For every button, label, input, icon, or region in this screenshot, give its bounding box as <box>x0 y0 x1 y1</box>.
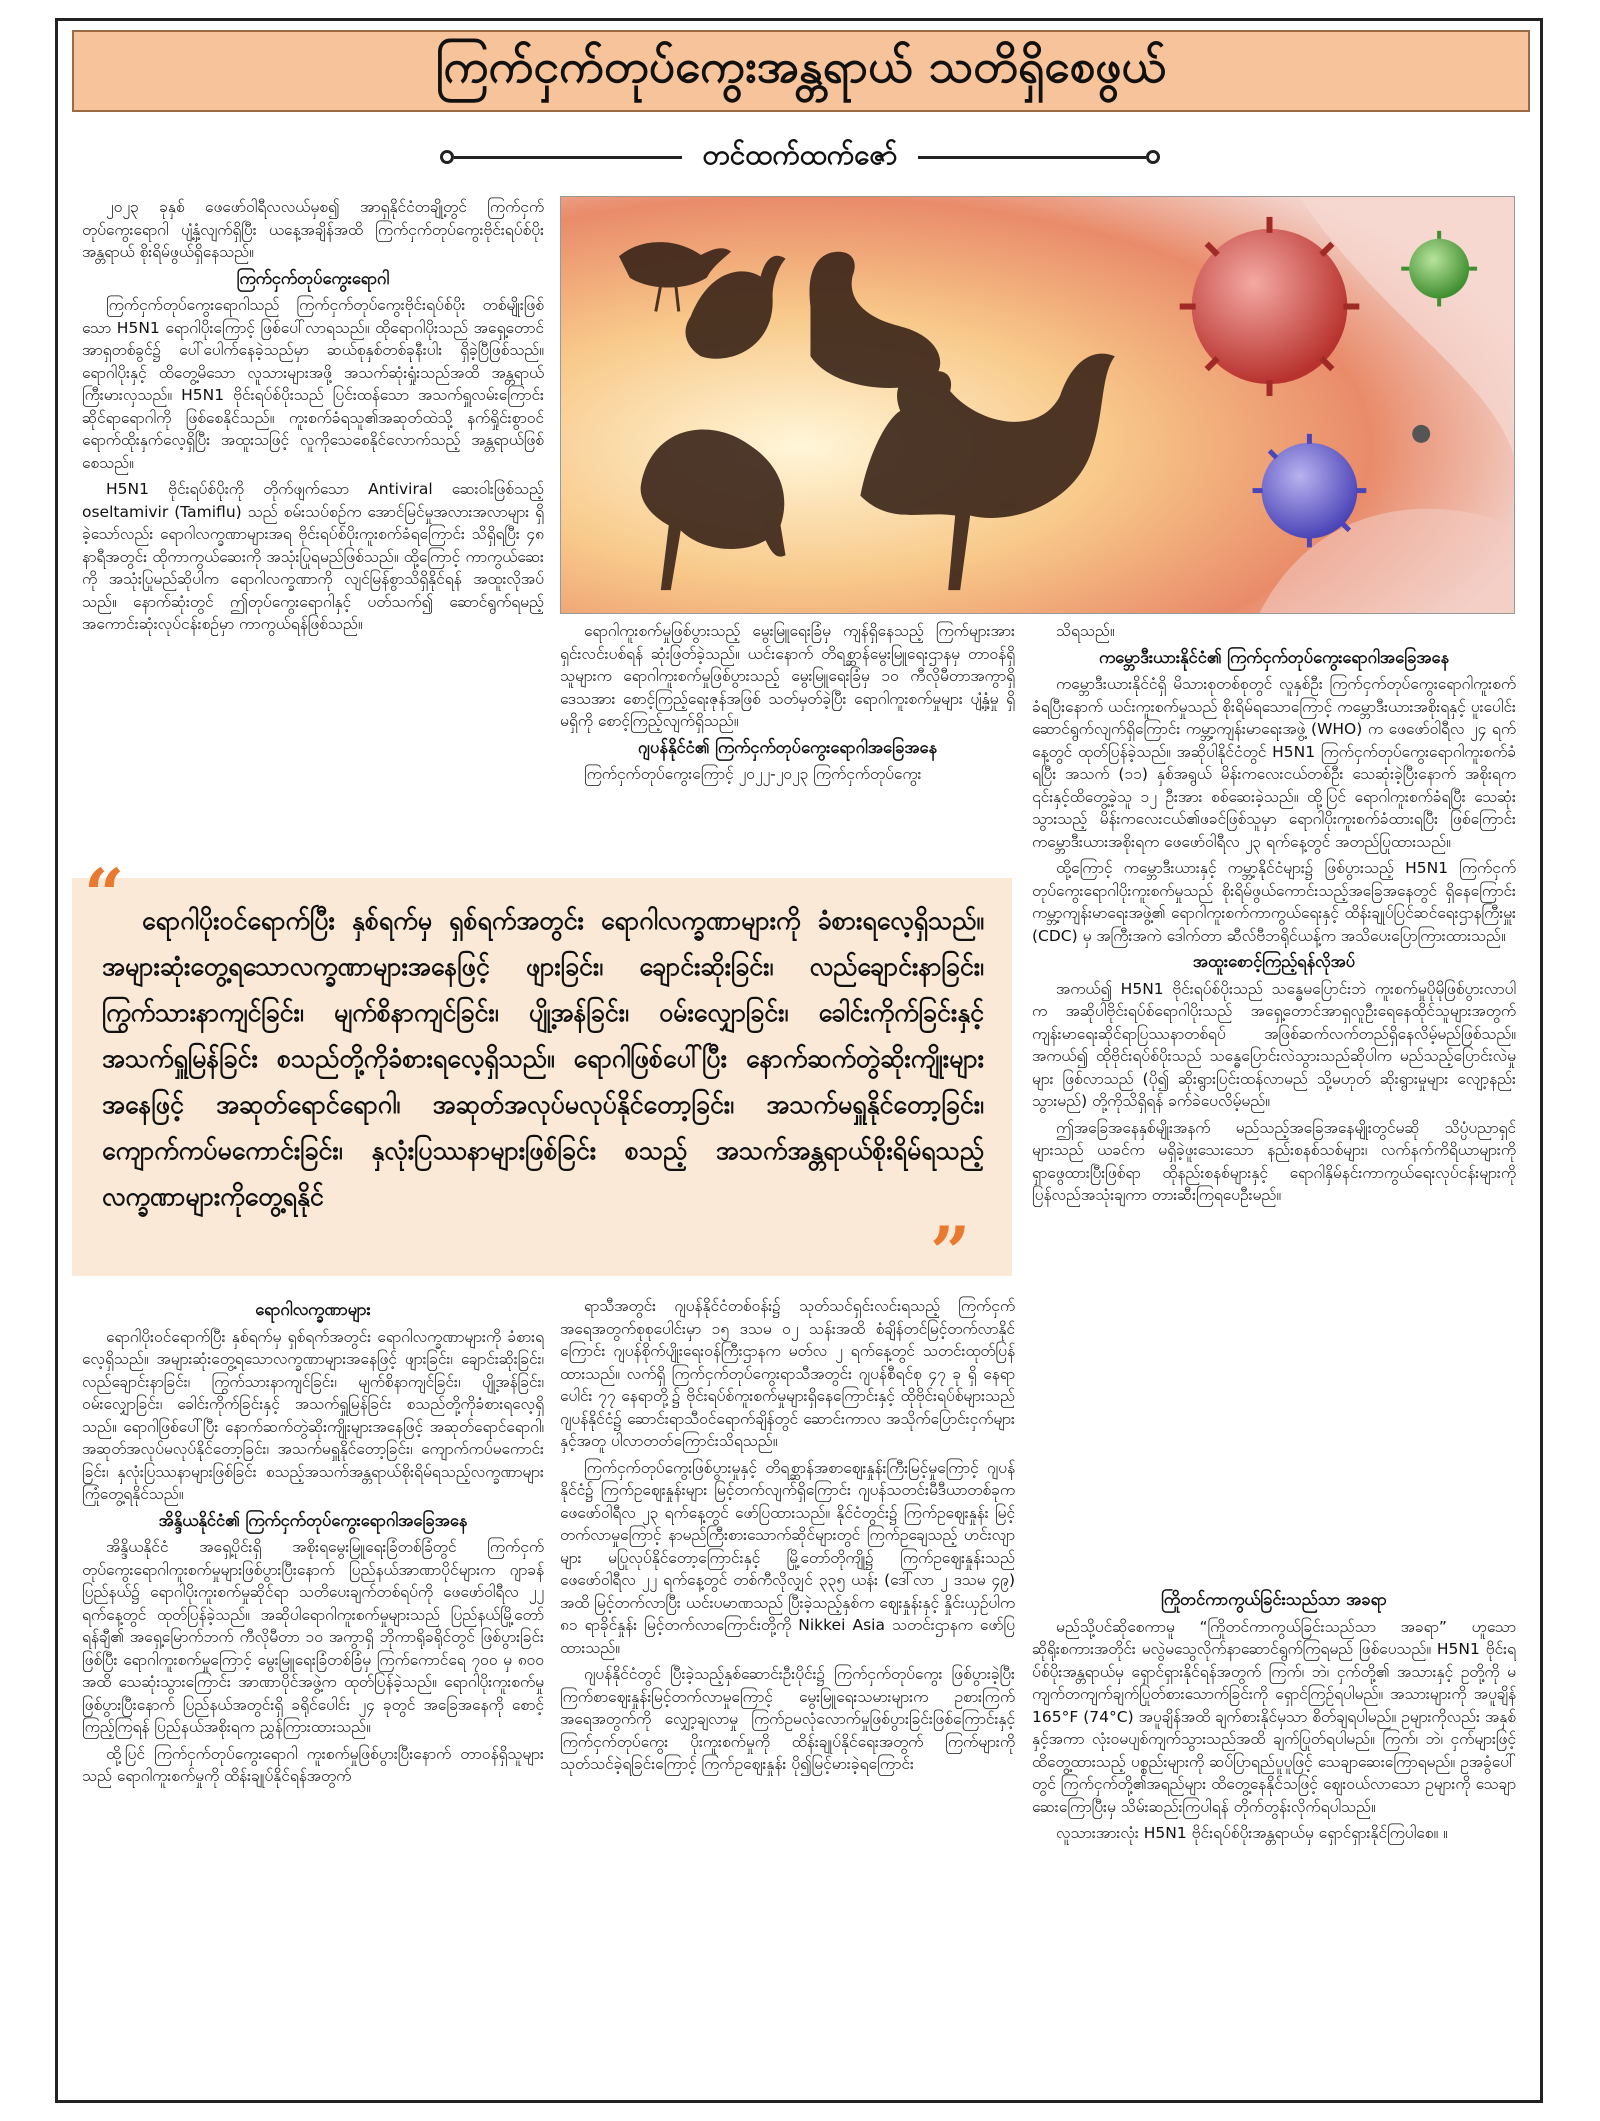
paragraph: ထို့ပြင် ကြက်ငှက်တုပ်ကွေးရောဂါ ကူးစက်မှုဖြစ်ပွားပြီးနောက် တာဝန်ရှိသူများသည် ရောဂါကူးစက်မှုကို ထိန်းချုပ်နိုင်ရန်အတွက် <box>82 1744 544 1785</box>
byline-left-dot <box>440 150 454 164</box>
small-virus <box>1412 425 1430 443</box>
close-quote-mark: ” <box>930 1211 971 1294</box>
section-heading: ကြက်ငှက်တုပ်ကွေးရောဂါ <box>236 268 390 288</box>
paragraph: ဤအခြေအနေနှစ်မျိုးအနက် မည်သည့်အခြေအနေမျိုးတွင်မဆို သိပ္ပံပညာရှင်များသည် ယခင်က မရှိခဲ့ဖူးသေးသော နည်းစနစ်သစ်များ၊ လက်နက်ကိရိယာများကို ရှာဖွေထားပြီးဖြစ်ရာ ထိုနည်းစနစ်များနှင့် ရောဂါနှိမ်နင်းကာကွယ်ရေးလုပ်ငန်းများကို ပြန်လည်အသုံးချကာ တားဆီးကြရပေဦးမည်။ <box>1032 1118 1516 1204</box>
section-heading: ကမ္ဘောဒီးယားနိုင်ငံ၏ ကြက်ငှက်တုပ်ကွေးရောဂါအခြေအနေ <box>1098 647 1450 667</box>
col1-bottom <box>82 1295 544 2085</box>
paragraph: ထို့ကြောင့် ကမ္ဘောဒီးယားနှင့် ကမ္ဘာ့နိုင်ငံများ၌ ဖြစ်ပွားသည့် H5N1 ကြက်ငှက်တုပ်ကွေးရောဂါပိုးကူးစက်မှုသည် စိုးရိမ်ဖွယ်ကောင်းသည့်အခြေအနေတွင် ရှိနေကြောင်း ကမ္ဘာ့ကျန်းမာရေးအဖွဲ့၏ ရောဂါကူးစက်ကာကွယ်ရေးနှင့် ထိန်းချုပ်ပြင်ဆင်ရေးဌာနကြီးမှူး (CDC) မှ အကြီးအကဲ ဒေါက်တာ ဆီလ်ဗီဘရိုင်ယန့်က အသိပေးပြောကြားထားသည်။ <box>1032 859 1516 945</box>
pull-quote <box>72 878 1012 1276</box>
section-heading: ကြိုတင်ကာကွယ်ခြင်းသည်သာ အခရာ <box>1161 1590 1387 1609</box>
paragraph: ဂျပန်နိုင်ငံတွင် ပြီးခဲ့သည့်နှစ်ဆောင်းဦးပိုင်း၌ ကြက်ငှက်တုပ်ကွေး ဖြစ်ပွားခဲ့ပြီး ကြက်စာဈေးနှုန်းမြင့်တက်လာမှုကြောင့် မွေးမြူရေးသမားများက ဥစားကြက်အရေအတွက်ကို လျှော့ချလာမှု ကြက်ဥမလုံလောက်မှုဖြစ်ပွားခြင်းဖြစ်ကြောင်းနှင့် ကြက်ငှက်တုပ်ကွေး ပိုးကူးစက်မှုကို ထိန်းချုပ်နိုင်ရေးအတွက် ကြက်များကို သုတ်သင်ခဲ့ရခြင်းကြောင့် ကြက်ဥဈေးနှုန်း ပို၍မြင့်မားခဲ့ရကြောင်း <box>560 1665 1015 1773</box>
col1-top <box>82 196 544 848</box>
section-heading: အထူးစောင့်ကြည့်ရန်လိုအပ် <box>1192 952 1356 971</box>
paragraph: H5N1 ဗိုင်းရပ်စ်ပိုးကို တိုက်ဖျက်သော Antiviral ဆေးဝါးဖြစ်သည့် oseltamivir (Tamiflu) သည် စမ်းသပ်စဉ်က အောင်မြင်မှုအလားအလာများ ရှိခဲ့သော်လည်း ရောဂါလက္ခဏာများအရ ဗိုင်းရပ်စ်ပိုးကူးစက်ခံရကြောင်း သိရှိရပြီး ၄၈ နာရီအတွင်း ထိုကာကွယ်ဆေးကို အသုံးပြုရမည်ဖြစ်သည်။ ထို့ကြောင့် ကာကွယ်ဆေးကို အသုံးပြုမည်ဆိုပါက ရောဂါလက္ခဏာကို လျင်မြန်စွာသိရှိနိုင်ရန် အထူးလိုအပ်သည်။ နောက်ဆုံးတွင် ဤတုပ်ကွေးရောဂါနှင့် ပတ်သက်၍ ဆောင်ရွက်ရမည့် အကောင်းဆုံးလုပ်ငန်းစဉ်မှာ ကာကွယ်ရန်ဖြစ်သည်။ <box>82 480 544 633</box>
paragraph: သိရသည်။ <box>1056 622 1115 640</box>
byline-left-rule <box>454 156 682 159</box>
section-heading: အိန္ဒိယနိုင်ငံ၏ ကြက်ငှက်တုပ်ကွေးရောဂါအခြေအနေ <box>158 1510 468 1530</box>
paragraph: ကမ္ဘောဒီးယားနိုင်ငံရှိ မိသားစုတစ်စုတွင် လူနှစ်ဦး ကြက်ငှက်တုပ်ကွေးရောဂါကူးစက်ခံရပြီးနောက် ယင်းကူးစက်မှုသည် စိုးရိမ်ရသောကြောင့် ကမ္ဘောဒီးယားအစိုးရနှင့် ပူးပေါင်းဆောင်ရွက်လျက်ရှိကြောင်း ကမ္ဘာ့ကျန်းမာရေးအဖွဲ့ (WHO) က ဖေဖော်ဝါရီလ ၂၄ ရက်နေ့တွင် ထုတ်ပြန်ခဲ့သည်။ အဆိုပါနိုင်ငံတွင် H5N1 ကြက်ငှက်တုပ်ကွေးရောဂါကူးစက်ခံရပြီး အသက် (၁၁) နှစ်အရွယ် မိန်းကလေးငယ်တစ်ဦး သေဆုံးခဲ့ပြီးနောက် အစိုးရက ၎င်းနှင့်ထိတွေ့ခဲ့သူ ၁၂ ဦးအား စစ်ဆေးခဲ့သည်။ ထို့ပြင် ရောဂါကူးစက်ခံရပြီး သေဆုံးသွားသည့် မိန်းကလေးငယ်၏ဖခင်ဖြစ်သူမှာ ရောဂါပိုးကူးစက်ခံထားရပြီး ဖြစ်ကြောင်း ကမ္ဘောဒီးယားအစိုးရက ဖေဖော်ဝါရီလ ၂၃ ရက်နေ့တွင် အတည်ပြုထားသည်။ <box>1032 675 1516 851</box>
byline-right-rule <box>918 156 1146 159</box>
section-heading: ရောဂါလက္ခဏာများ <box>255 1300 371 1319</box>
paragraph: ကြက်ငှက်တုပ်ကွေးရောဂါသည် ကြက်ငှက်တုပ်ကွေးဗိုင်းရပ်စ်ပိုး တစ်မျိုးဖြစ်သော H5N1 ရောဂါပိုးကြောင့် ဖြစ်ပေါ်လာရသည်။ ထိုရောဂါပိုးသည် အရှေ့တောင်အာရှတစ်ခွင်၌ ပေါ်ပေါက်နေခဲ့သည်မှာ ဆယ်စုနှစ်တစ်ခုနီးပါး ရှိခဲ့ပြီဖြစ်သည်။ ရောဂါပိုးနှင့် ထိတွေ့မိသော လူသားများအဖို့ အသက်ဆုံးရှုံးသည်အထိ အန္တရာယ်ကြီးမားလှသည်။ H5N1 ဗိုင်းရပ်စ်ပိုးသည် ပြင်းထန်သော အသက်ရှူလမ်းကြောင်းဆိုင်ရာရောဂါကို ဖြစ်စေနိုင်သည်။ ကူးစက်ခံရသူ၏အဆုတ်ထဲသို့ နက်ရှိုင်းစွာဝင်ရောက်ထိုးနှက်လေ့ရှိပြီး အထူးသဖြင့် လူကိုသေစေနိုင်လောက်သည့် အန္တရာယ်ဖြစ်စေသည်။ <box>82 296 544 472</box>
open-quote-mark: “ <box>84 853 125 936</box>
paragraph: ၂၀၂၃ ခုနှစ် ဖေဖော်ဝါရီလလယ်မှစ၍ အာရှနိုင်ငံတချို့တွင် ကြက်ငှက်တုပ်ကွေးရောဂါ ပျံ့နှံ့လျက်ရှိပြီး ယနေ့အချိန်အထိ ကြက်ငှက်တုပ်ကွေးဗိုင်းရပ်စ်ပိုးအန္တရာယ် စိုးရိမ်ဖွယ်ရှိနေသည်။ <box>82 198 544 261</box>
red-virus <box>1180 217 1360 396</box>
col3-top <box>1032 620 1516 1578</box>
section-heading: ဂျပန်နိုင်ငံ၏ ကြက်ငှက်တုပ်ကွေးရောဂါအခြေအနေ <box>637 737 937 757</box>
paragraph: မည်သို့ပင်ဆိုစေကာမူ “ကြိုတင်ကာကွယ်ခြင်းသည်သာ အခရာ” ဟူသော ဆိုရိုးစကားအတိုင်း မလွဲမသွေလိုက်နာဆောင်ရွက်ကြရမည် ဖြစ်ပေသည်။ H5N1 ဗိုင်းရပ်စ်ပိုးအန္တရာယ်မှ ရှောင်ရှားနိုင်ရန်အတွက် ကြက်၊ ဘဲ၊ ငှက်တို့၏ အသားနှင့် ဥတို့ကို မကျက်တကျက်ချက်ပြုတ်စားသောက်ခြင်းကို ရှောင်ကြဉ်ရပါမည်။ အသားများကို အပူချိန် 165°F (74°C) အပူချိန်အထိ ချက်စားနိုင်မှသာ စိတ်ချရပါမည်။ ဥများကိုလည်း အနှစ်နှင့်အကာ လုံးဝမပျစ်ကျက်သွားသည်အထိ ချက်ပြုတ်ရပါမည်။ ကြက်၊ ဘဲ၊ ငှက်များဖြင့် ထိတွေ့ထားသည့် ပစ္စည်းများကို ဆပ်ပြာရည်ပူပူဖြင့် သေချာဆေးကြောရမည်။ ဥအခွံပေါ်တွင် ကြက်ငှက်တို့၏အရည်များ ထိတွေ့နေနိုင်သဖြင့် ဈေးဝယ်လာသော ဥများကို သေချာဆေးကြောပြီးမှ သိမ်းဆည်းကြပါရန် တိုက်တွန်းလိုက်ရပါသည်။ <box>1032 1617 1516 1816</box>
bird-flu-illustration <box>560 196 1515 614</box>
author-name: တင်ထက်ထက်ဇော် <box>702 138 898 171</box>
byline-right-dot <box>1146 150 1160 164</box>
paragraph: လူသားအားလုံး H5N1 ဗိုင်းရပ်စ်ပိုးအန္တရာယ်မှ ရှောင်ရှားနိုင်ကြပါစေ။ ။ <box>1056 1824 1448 1842</box>
paragraph: ရောဂါပိုးဝင်ရောက်ပြီး နှစ်ရက်မှ ရှစ်ရက်အတွင်း ရောဂါလက္ခဏာများကို ခံစားရလေ့ရှိသည်။ အများဆုံးတွေ့ရသောလက္ခဏာများအနေဖြင့် ဖျားခြင်း၊ ချောင်းဆိုးခြင်း၊ လည်ချောင်းနာခြင်း၊ ကြွက်သားနာကျင်ခြင်း၊ မျက်စိနာကျင်ခြင်း၊ ပျို့အန်ခြင်း၊ ဝမ်းလျှောခြင်း၊ ခေါင်းကိုက်ခြင်းနှင့် အသက်ရှူမြန်ခြင်း စသည်တို့ကိုခံစားရလေ့ရှိသည်။ ရောဂါဖြစ်ပေါ်ပြီး နောက်ဆက်တွဲဆိုးကျိုးများအနေဖြင့် အဆုတ်ရောင်ရောဂါ၊ အဆုတ်အလုပ်မလုပ်နိုင်တော့ခြင်း၊ အသက်မရှူနိုင်တော့ခြင်း၊ ကျောက်ကပ်မကောင်းခြင်း၊ နှလုံးပြဿနာများဖြစ်ခြင်း စသည့်အသက်အန္တရာယ်စိုးရိမ်ရသည့်လက္ခဏာများ ကြုံတွေ့ရနိုင်သည်။ <box>82 1327 544 1503</box>
article-title <box>72 30 1530 112</box>
paragraph: ကြက်ငှက်တုပ်ကွေးကြောင့် ၂၀၂၂-၂၀၂၃ ကြက်ငှက်တုပ်ကွေး <box>584 765 922 783</box>
byline <box>440 140 1160 174</box>
paragraph: အကယ်၍ H5N1 ဗိုင်းရပ်စ်ပိုးသည် သန္ဓေမပြောင်းဘဲ ကူးစက်မှုပိုမိုဖြစ်ပွားလာပါက အဆိုပါဗိုင်းရပ်စ်ရောဂါပိုးသည် အရှေ့တောင်အာရှလူဦးရေနေထိုင်သူများအတွက် ကျန်းမာရေးဆိုင်ရာပြဿနာတစ်ရပ် အဖြစ်ဆက်လက်တည်ရှိနေလိမ့်မည်ဖြစ်သည်။ အကယ်၍ ထိုဗိုင်းရပ်စ်ပိုးသည် သန္ဓေပြောင်းလဲသွားသည်ဆိုပါက မည်သည့်ပြောင်းလဲမှုများ ဖြစ်လာသည် (ပို၍ ဆိုးရွားပြင်းထန်လာမည် သို့မဟုတ် ဆိုးရွားမှုများ လျော့နည်းသွားမည်) တို့ကိုသိရှိရန် ခက်ခဲပေလိမ့်မည်။ <box>1032 979 1516 1110</box>
pull-quote-text: ရောဂါပိုးဝင်ရောက်ပြီး နှစ်ရက်မှ ရှစ်ရက်အတွင်း ရောဂါလက္ခဏာများကို ခံစားရလေ့ရှိသည်။ အများဆုံးတွေ့ရသောလက္ခဏာများအနေဖြင့် ဖျားခြင်း၊ ချောင်းဆိုးခြင်း၊ လည်ချောင်းနာခြင်း၊ ကြွက်သားနာကျင်ခြင်း၊ မျက်စိနာကျင်ခြင်း၊ ပျို့အန်ခြင်း၊ ဝမ်းလျှောခြင်း၊ ခေါင်းကိုက်ခြင်းနှင့် အသက်ရှူမြန်ခြင်း စသည်တို့ကိုခံစားရလေ့ရှိသည်။ ရောဂါဖြစ်ပေါ်ပြီး နောက်ဆက်တွဲဆိုးကျိုးများအနေဖြင့် အဆုတ်ရောင်ရောဂါ၊ အဆုတ်အလုပ်မလုပ်နိုင်တော့ခြင်း၊ အသက်မရှူနိုင်တော့ခြင်း၊ ကျောက်ကပ်မကောင်းခြင်း၊ နှလုံးပြဿနာများဖြစ်ခြင်း စသည့် အသက်အန္တရာယ်စိုးရိမ်ရသည့် လက္ခဏာများကိုတွေ့ရနိုင် <box>102 906 984 1211</box>
paragraph: ကြက်ငှက်တုပ်ကွေးဖြစ်ပွားမှုနှင့် တိရစ္ဆာန်အစာဈေးနှုန်းကြီးမြင့်မှုကြောင့် ဂျပန်နိုင်ငံ၌ ကြက်ဥဈေးနှုန်းများ မြင့်တက်လျက်ရှိကြောင်း ဂျပန်သတင်းမီဒီယာတစ်ခုက ဖေဖော်ဝါရီလ ၂၃ ရက်နေ့တွင် ဖော်ပြထားသည်။ နိုင်ငံတွင်း၌ ကြက်ဥဈေးနှုန်း မြင့်တက်လာမှုကြောင့် နာမည်ကြီးစားသောက်ဆိုင်များတွင် ကြက်ဥချေသည့် ဟင်းလျာများ မပြုလုပ်နိုင်တော့ကြောင်းနှင့် မြို့တော်တိုကျို၌ ကြက်ဥဈေးနှုန်းသည် ဖေဖော်ဝါရီလ ၂၂ ရက်နေ့တွင် တစ်ကီလိုလျှင် ၃၃၅ ယန်း (ဒေါ်လာ ၂ ဒသမ ၄၉) အထိ မြင့်တက်လာပြီး ယင်းပမာဏသည် ပြီးခဲ့သည့်နှစ်က ဈေးနှုန်းနှင့် နှိုင်းယှဉ်ပါက ၈၁ ရာခိုင်နှုန်း မြင့်တက်လာကြောင်းတို့ကို Nikkei Asia သတင်းဌာနက ဖော်ပြထားသည်။ <box>560 1458 1015 1657</box>
article-title-text: ကြက်ငှက်တုပ်ကွေးအန္တရာယ် သတိရှိစေဖွယ် <box>435 38 1167 93</box>
col3-bottom <box>1032 1585 1516 2085</box>
paragraph: အိန္ဒိယနိုင်ငံ အရှေ့ပိုင်းရှိ အစိုးရမွေးမြူရေးခြံတစ်ခြံတွင် ကြက်ငှက်တုပ်ကွေးရောဂါကူးစက်မှုများဖြစ်ပွားပြီးနောက် ပြည်နယ်အာဏာပိုင်များက ဂျာခန်ပြည်နယ်၌ ရောဂါပိုးကူးစက်မှုဆိုင်ရာ သတိပေးချက်တစ်ရပ်ကို ဖေဖော်ဝါရီလ ၂၂ ရက်နေ့တွင် ထုတ်ပြန်ခဲ့သည်။ အဆိုပါရောဂါကူးစက်မှုများသည် ပြည်နယ်မြို့တော် ရန်ချီ၏ အရှေ့မြောက်ဘက် ကီလိုမီတာ ၁၀ အကွာရှိ ဘိုကာရိုခရိုင်တွင် ဖြစ်ပွားခြင်းဖြစ်ပြီး ရောဂါကူးစက်မှုကြောင့် မွေးမြူရေးခြံတစ်ခြံမှ ကြက်ကောင်ရေ ၇၀၀ မှ ၈၀၀ အထိ သေဆုံးသွားကြောင်း အာဏာပိုင်အဖွဲ့က ထုတ်ပြန်ခဲ့သည်။ ရောဂါပိုးကူးစက်မှုဖြစ်ပွားပြီးနောက် ပြည်နယ်အတွင်းရှိ ခရိုင်ပေါင်း ၂၄ ခုတွင် အခြေအနေကို စောင့်ကြည့်ကြရန် ပြည်နယ်အစိုးရက ညွှန်ကြားထားသည်။ <box>82 1538 544 1736</box>
paragraph: ရာသီအတွင်း ဂျပန်နိုင်ငံတစ်ဝန်း၌ သုတ်သင်ရှင်းလင်းရသည့် ကြက်ငှက်အရေအတွက်စုစုပေါင်းမှာ ၁၅ ဒသမ ၀၂ သန်းအထိ စံချိန်တင်မြင့်တက်လာနိုင်ကြောင်း ဂျပန်စိုက်ပျိုးရေးဝန်ကြီးဌာနက မတ်လ ၂ ရက်နေ့တွင် သတင်းထုတ်ပြန်ထားသည်။ လက်ရှိ ကြက်ငှက်တုပ်ကွေးရာသီအတွင်း ဂျပန်စီရင်စု ၄၇ ခု ရှိ နေရာပေါင်း ၇၇ နေရာတို့၌ ဗိုင်းရပ်စ်ကူးစက်မှုများရှိနေကြောင်းနှင့် ထိုဗိုင်းရပ်စ်များသည် ဂျပန်နိုင်ငံ၌ ဆောင်းရာသီဝင်ရောက်ချိန်တွင် ဆောင်းကာလ အသိုက်ပြောင်းငှက်များနှင့်အတူ ပါလာတတ်ကြောင်းသိရသည်။ <box>560 1297 1015 1450</box>
col2-mid <box>560 620 1015 865</box>
paragraph: ရောဂါကူးစက်မှုဖြစ်ပွားသည့် မွေးမြူရေးခြံမှ ကျန်ရှိနေသည့် ကြက်များအား ရှင်းလင်းပစ်ရန် ဆုံးဖြတ်ခဲ့သည်။ ယင်းနောက် တိရစ္ဆာန်မွေးမြူရေးဌာနမှ တာဝန်ရှိသူများက ရောဂါကူးစက်မှုဖြစ်ပွားသည့် မွေးမြူရေးခြံမှ ၁၀ ကီလိုမီတာအကွာရှိ ဒေသအား စောင့်ကြည့်ရေးဇုန်အဖြစ် သတ်မှတ်ခဲ့ပြီး ရောဂါကူးစက်မှုများ ပျံ့နှံ့မှု ရှိ မရှိကို စောင့်ကြည့်လျက်ရှိသည်။ <box>560 622 1015 730</box>
col2-bottom <box>560 1295 1015 2085</box>
